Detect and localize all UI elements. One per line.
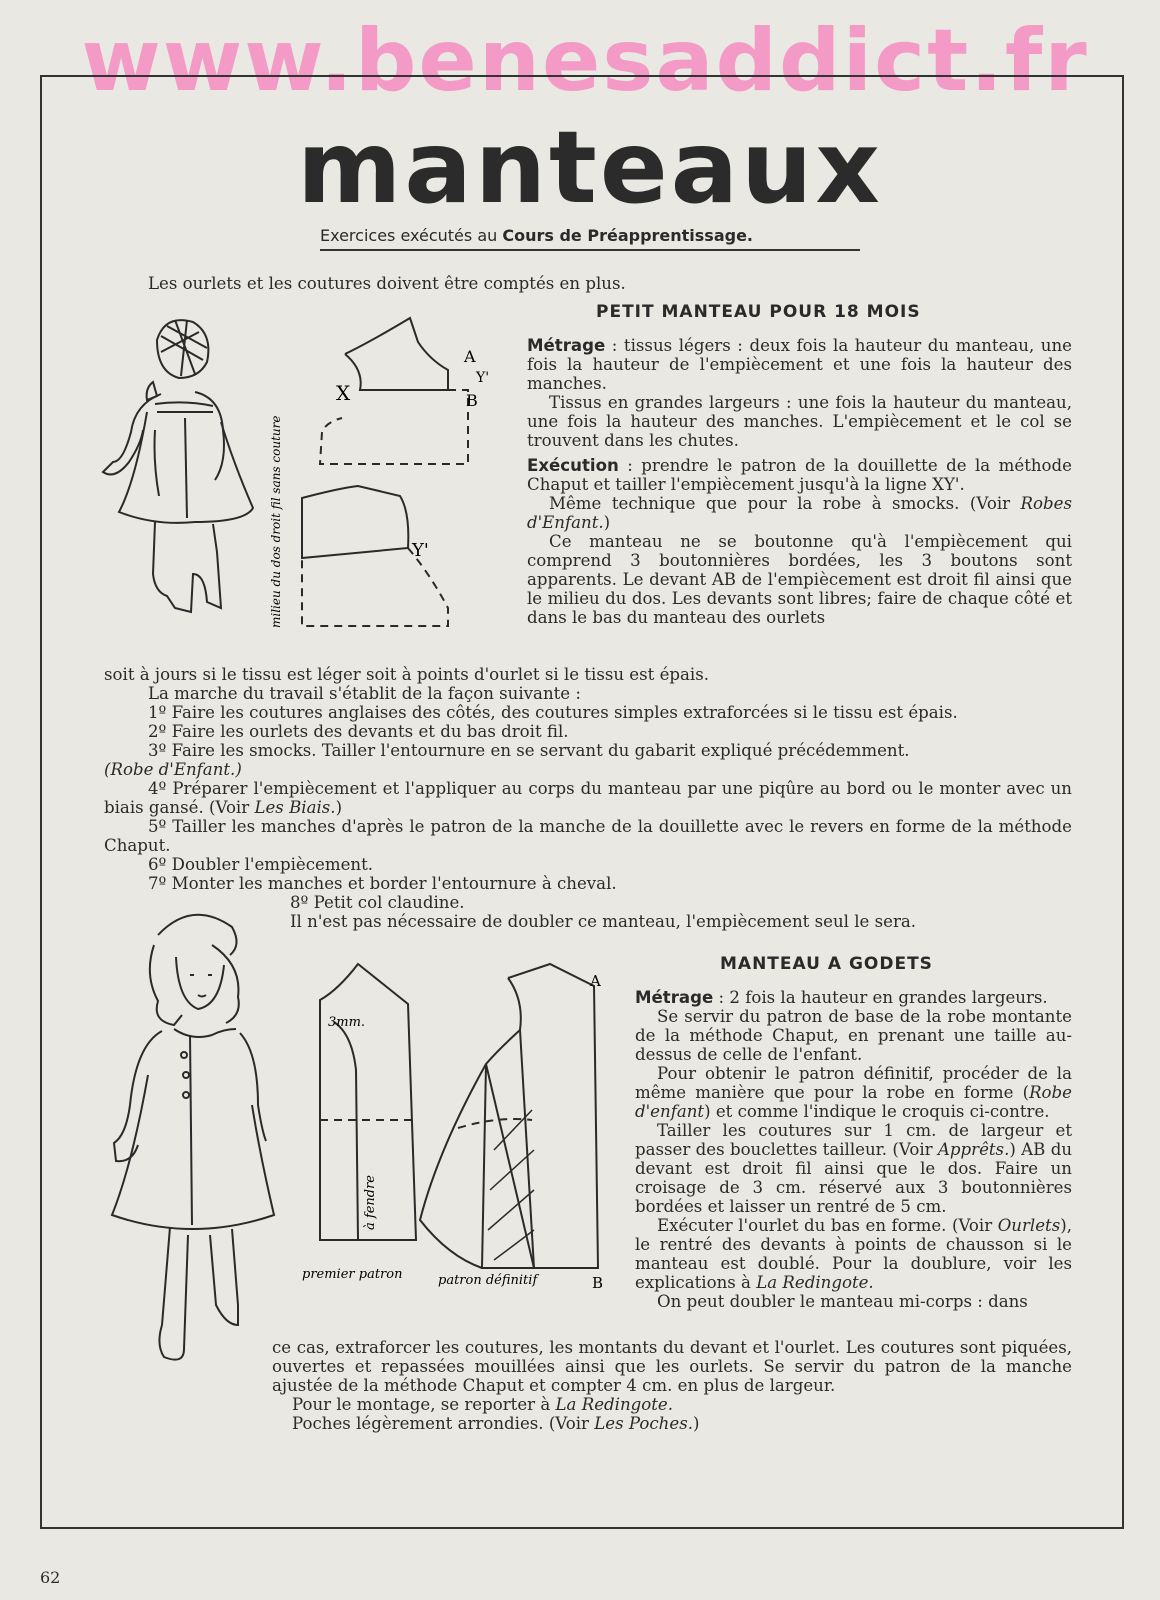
godets-p8a: Poches légèrement arrondies. (Voir <box>292 1414 595 1433</box>
section2-footer <box>272 1338 1072 1433</box>
godets-p2b: ) et comme l'indique le croquis ci-contre. <box>704 1102 1050 1121</box>
label-3mm: 3mm. <box>328 1015 366 1030</box>
godets-p8b: ) <box>693 1414 700 1433</box>
label-a: A <box>464 347 476 366</box>
ce-manteau-paragraph: Ce manteau ne se boutonne qu'à l'empiècement qui comprend 3 boutonnières bordées, les 3 boutons sont apparents. Le devant AB de l'empiècement est droit fil ainsi que le milieu du dos. Les devants sont libres; faire de chaque côté et dans le bas du manteau des ourlets <box>527 532 1072 627</box>
fendre-note: à fendre <box>363 1175 378 1230</box>
godets-p3b: ) AB du devant est droit fil ainsi que le dos. Faire un croisage de 3 cm. réservé aux 3 boutonnières bordées et laisser un rentré de 5 cm. <box>635 1140 1073 1216</box>
godets-p4b: ), le rentré des devants à points de chausson si le manteau est doublé. Pour la doublure, voir les explications à <box>635 1216 1072 1292</box>
section2-heading: MANTEAU A GODETS <box>720 954 933 974</box>
yoke-pattern-diagram <box>269 312 520 632</box>
label-y-prime-1: Y' <box>476 370 490 386</box>
meme-close: ) <box>603 513 611 532</box>
label-y-prime-2: Y' <box>412 540 429 561</box>
section1-steps <box>104 665 1072 931</box>
godets-p1: Se servir du patron de base de la robe montante de la méthode Chaput, en prenant une taille au-dessus de celle de l'enfant. <box>635 1007 1072 1064</box>
section1-column <box>527 336 1072 627</box>
godets-p4a: Exécuter l'ourlet du bas en forme. (Voir <box>657 1216 998 1235</box>
meme-text: Même technique que pour la robe à smocks. (Voir <box>549 494 1021 513</box>
meme-italic: Robes d'Enfant. <box>527 494 1072 532</box>
step-3-italic: (Robe d'Enfant.) <box>104 760 242 779</box>
subtitle <box>320 226 860 251</box>
metrage-text-2: : 2 fois la hauteur en grandes largeurs. <box>713 988 1048 1007</box>
step-6: 6º Doubler l'empiècement. <box>148 855 374 874</box>
step-1: 1º Faire les coutures anglaises des côtés, des coutures simples extraforcées si le tissu est épais. <box>148 703 958 722</box>
soit-text: soit à jours si le tissu est léger soit à points d'ourlet si le tissu est épais. <box>104 665 710 684</box>
godets-p6: ce cas, extraforcer les coutures, les montants du devant et l'ourlet. Les coutures sont piquées, ouvertes et repassées mouillées ainsi que les ourlets. Se servir du patron de la manche ajustée de la méthode Chaput et compter 4 cm. en plus de largeur. <box>272 1338 1072 1395</box>
subtitle-course: Cours de Préapprentissage. <box>502 226 754 245</box>
metrage-label-1: Métrage <box>527 336 606 355</box>
section1-heading: PETIT MANTEAU POUR 18 MOIS <box>596 302 921 322</box>
tissus-paragraph: Tissus en grandes largeurs : une fois la hauteur du manteau, une fois la hauteur des manches. L'empiècement et le col se trouvent dans les chutes. <box>527 393 1072 450</box>
godets-p4i: Ourlets <box>997 1216 1061 1235</box>
godets-p2a: Pour obtenir le patron définitif, procéder de la même manière que pour la robe en forme ( <box>635 1064 1072 1102</box>
godets-p4i2: La Redingote. <box>756 1273 874 1292</box>
patron-definitif-label: patron définitif <box>438 1273 538 1288</box>
godet-pattern-diagram <box>298 960 618 1320</box>
step-4-italic: Les Biais. <box>254 798 336 817</box>
godets-p3i: Apprêts. <box>937 1140 1010 1159</box>
final-note: Il n'est pas nécessaire de doubler ce manteau, l'empiècement seul le sera. <box>290 912 917 931</box>
execution-label: Exécution <box>527 456 619 475</box>
step-5: 5º Tailler les manches d'après le patron de la manche de la douillette avec le revers en forme de la méthode Chaput. <box>104 817 1072 855</box>
godets-p2i: Robe d'enfant <box>635 1083 1072 1121</box>
girl-coat-illustration <box>92 905 282 1385</box>
godets-p5: On peut doubler le manteau mi-corps : dans <box>657 1292 1028 1311</box>
godets-p7a: Pour le montage, se reporter à <box>292 1395 556 1414</box>
label-b: B <box>466 391 478 410</box>
godets-p3a: Tailler les coutures sur 1 cm. de largeur et passer des bouclettes tailleur. (Voir <box>635 1121 1072 1159</box>
step-7: 7º Monter les manches et border l'entournure à cheval. <box>148 874 617 893</box>
watermark: www.benesaddict.fr <box>81 11 1089 111</box>
step-2: 2º Faire les ourlets des devants et du bas droit fil. <box>148 722 569 741</box>
child-coat-illustration <box>95 312 245 642</box>
godets-p7i: La Redingote. <box>555 1395 674 1414</box>
label-x: X <box>336 381 351 405</box>
label-b-godet: B <box>592 1274 604 1292</box>
metrage-text-1: : tissus légers : deux fois la hauteur du manteau, une fois la hauteur de l'empiècement et une fois la hauteur des manches. <box>527 336 1072 393</box>
vertical-note: milieu du dos droit fil sans couture <box>269 415 283 628</box>
subtitle-prefix: Exercices exécutés au <box>320 226 498 245</box>
step-8: 8º Petit col claudine. <box>290 893 465 912</box>
section2-column <box>635 988 1072 1311</box>
page-number: 62 <box>40 1568 61 1587</box>
page-title: manteaux <box>297 109 883 226</box>
step-4-close: ) <box>335 798 343 817</box>
intro-text: Les ourlets et les coutures doivent être comptés en plus. <box>148 274 626 293</box>
marche-text: La marche du travail s'établit de la façon suivante : <box>148 684 581 703</box>
godets-p8i: Les Poches. <box>594 1414 693 1433</box>
metrage-label-2: Métrage <box>635 988 714 1007</box>
step-4: 4º Préparer l'empiècement et l'appliquer au corps du manteau par une piqûre au bord ou le monter avec un biais gansé. (Voir <box>104 779 1072 817</box>
step-3: 3º Faire les smocks. Tailler l'entournure en se servant du gabarit expliqué précédemment. <box>148 741 910 760</box>
execution-text: : prendre le patron de la douillette de la méthode Chaput et tailler l'empiècement jusqu'à la ligne XY'. <box>527 456 1072 494</box>
premier-patron-label: premier patron <box>302 1267 403 1282</box>
label-a-godet: A <box>590 972 601 990</box>
